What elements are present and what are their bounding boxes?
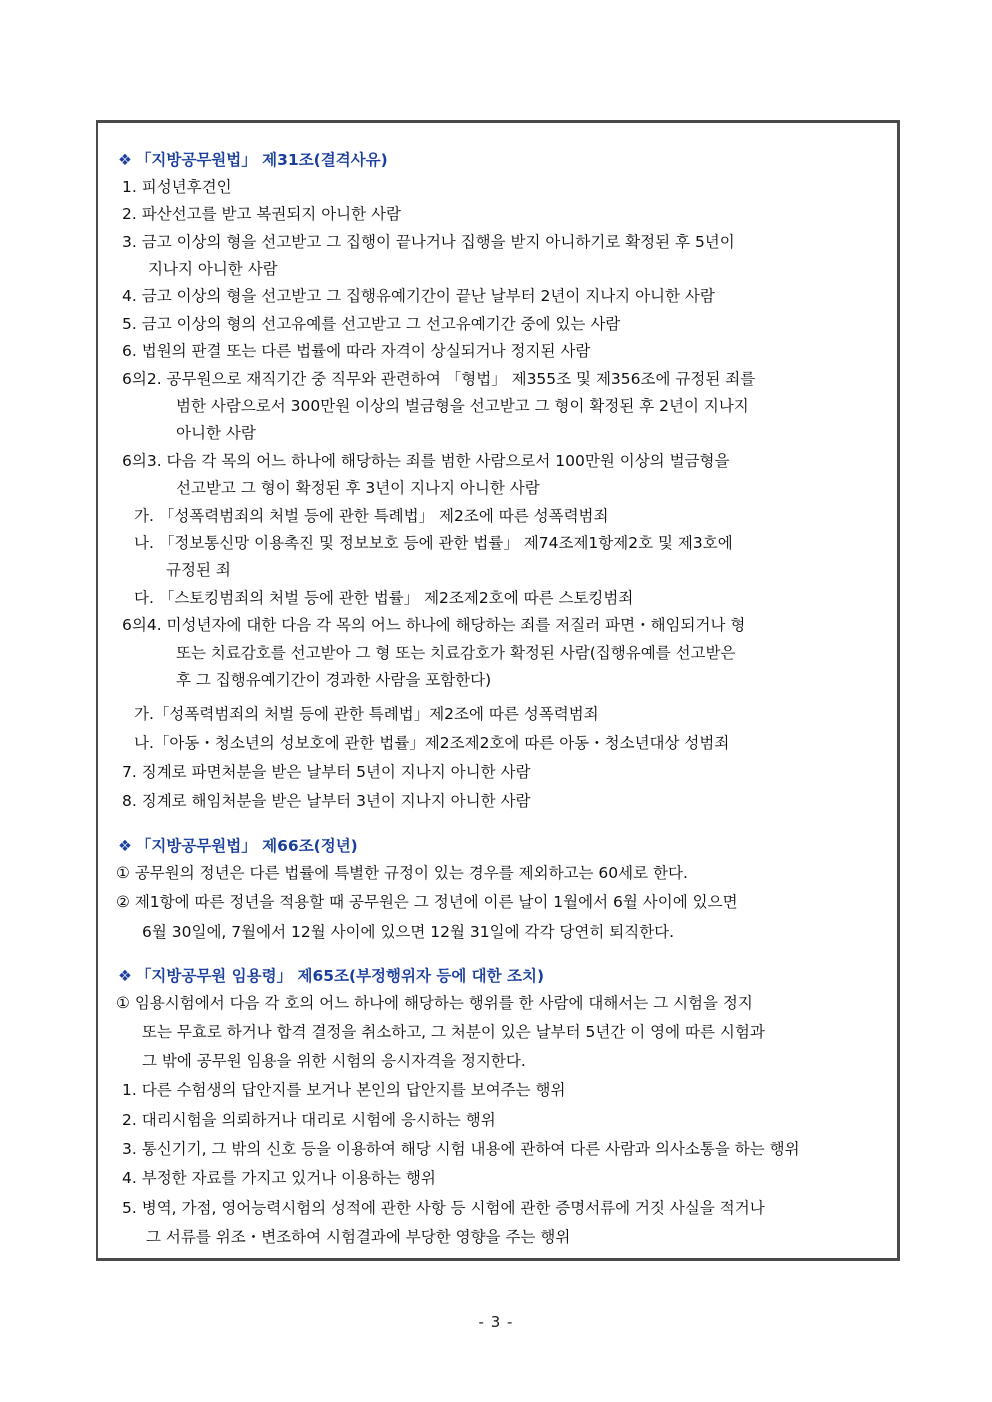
list-item: 5. 금고 이상의 형의 선고유예를 선고받고 그 선고유예기간 중에 있는 사람 (122, 315, 621, 333)
list-item: 1. 다른 수험생의 답안지를 보거나 본인의 답안지를 보여주는 행위 (122, 1081, 566, 1099)
list-item: 후 그 집행유예기간이 경과한 사람을 포함한다) (176, 671, 492, 689)
list-item: 또는 무효로 하거나 합격 결정을 취소하고, 그 처분이 있은 날부터 5년간 이 영에 따른 시험과 (142, 1023, 765, 1041)
diamond-bullet-icon: ❖ (118, 967, 132, 985)
list-item: 4. 부정한 자료를 가지고 있거나 이용하는 행위 (122, 1169, 436, 1187)
diamond-bullet-icon: ❖ (118, 837, 132, 855)
list-item: 6의4. 미성년자에 대한 다음 각 목의 어느 하나에 해당하는 죄를 저질러 파면・해임되거나 형 (122, 616, 746, 634)
diamond-bullet-icon: ❖ (118, 151, 132, 169)
list-item: 다. 「스토킹범죄의 처벌 등에 관한 법률」 제2조제2호에 따른 스토킹범죄 (134, 589, 634, 607)
list-item: 가.「성폭력범죄의 처벌 등에 관한 특례법」제2조에 따른 성폭력범죄 (134, 705, 599, 723)
list-item: 8. 징계로 해임처분을 받은 날부터 3년이 지나지 아니한 사람 (122, 792, 531, 810)
list-item: 1. 피성년후견인 (122, 178, 232, 196)
page-number: - 3 - (478, 1313, 514, 1331)
list-item: 지나지 아니한 사람 (148, 260, 278, 278)
list-item: 그 밖에 공무원 임용을 위한 시험의 응시자격을 정지한다. (142, 1052, 526, 1070)
list-item: 6월 30일에, 7월에서 12월 사이에 있으면 12월 31일에 각각 당연히 퇴직한다. (142, 923, 675, 941)
list-item: 5. 병역, 가점, 영어능력시험의 성적에 관한 사항 등 시험에 관한 증명서류에 거짓 사실을 적거나 (122, 1199, 765, 1217)
list-item: 4. 금고 이상의 형을 선고받고 그 집행유예기간이 끝난 날부터 2년이 지나지 아니한 사람 (122, 287, 715, 305)
list-item: 2. 대리시험을 의뢰하거나 대리로 시험에 응시하는 행위 (122, 1111, 496, 1129)
list-item: 아니한 사람 (176, 424, 256, 442)
list-item: 범한 사람으로서 300만원 이상의 벌금형을 선고받고 그 형이 확정된 후 2년이 지나지 (176, 397, 749, 415)
list-item: 선고받고 그 형이 확정된 후 3년이 지나지 아니한 사람 (176, 479, 540, 497)
section-title: ❖ 「지방공무원법」 제31조(결격사유) (118, 151, 388, 169)
list-item: 6의3. 다음 각 목의 어느 하나에 해당하는 죄를 범한 사람으로서 100만원 이상의 벌금형을 (122, 452, 730, 470)
list-item: ① 공무원의 정년은 다른 법률에 특별한 규정이 있는 경우를 제외하고는 60세로 한다. (116, 864, 688, 882)
list-item: 2. 파산선고를 받고 복권되지 아니한 사람 (122, 205, 401, 223)
section-title: ❖ 「지방공무원법」 제66조(정년) (118, 837, 358, 855)
section-title: ❖ 「지방공무원 임용령」 제65조(부정행위자 등에 대한 조치) (118, 967, 545, 985)
list-item: 3. 금고 이상의 형을 선고받고 그 집행이 끝나거나 집행을 받지 아니하기로 확정된 후 5년이 (122, 233, 735, 251)
list-item: 나.「아동・청소년의 성보호에 관한 법률」제2조제2호에 따른 아동・청소년대상 성범죄 (134, 734, 730, 752)
list-item: 6. 법원의 판결 또는 다른 법률에 따라 자격이 상실되거나 정지된 사람 (122, 342, 591, 360)
list-item: 나. 「정보통신망 이용촉진 및 정보보호 등에 관한 법률」 제74조제1항제2호 및 제3호에 (134, 534, 733, 552)
list-item: 6의2. 공무원으로 재직기간 중 직무와 관련하여 「형법」 제355조 및 제356조에 규정된 죄를 (122, 370, 756, 388)
list-item: 규정된 죄 (166, 561, 231, 579)
list-item: 그 서류를 위조・변조하여 시험결과에 부당한 영향을 주는 행위 (146, 1228, 571, 1246)
list-item: 3. 통신기기, 그 밖의 신호 등을 이용하여 해당 시험 내용에 관하여 다른 사람과 의사소통을 하는 행위 (122, 1140, 800, 1158)
list-item: 또는 치료감호를 선고받아 그 형 또는 치료감호가 확정된 사람(집행유예를 선고받은 (176, 644, 736, 662)
list-item: 가. 「성폭력범죄의 처벌 등에 관한 특례법」 제2조에 따른 성폭력범죄 (134, 507, 609, 525)
list-item: ② 제1항에 따른 정년을 적용할 때 공무원은 그 정년에 이른 날이 1월에서 6월 사이에 있으면 (116, 893, 738, 911)
list-item: ① 임용시험에서 다음 각 호의 어느 하나에 해당하는 행위를 한 사람에 대해서는 그 시험을 정지 (116, 994, 753, 1012)
list-item: 7. 징계로 파면처분을 받은 날부터 5년이 지나지 아니한 사람 (122, 763, 531, 781)
